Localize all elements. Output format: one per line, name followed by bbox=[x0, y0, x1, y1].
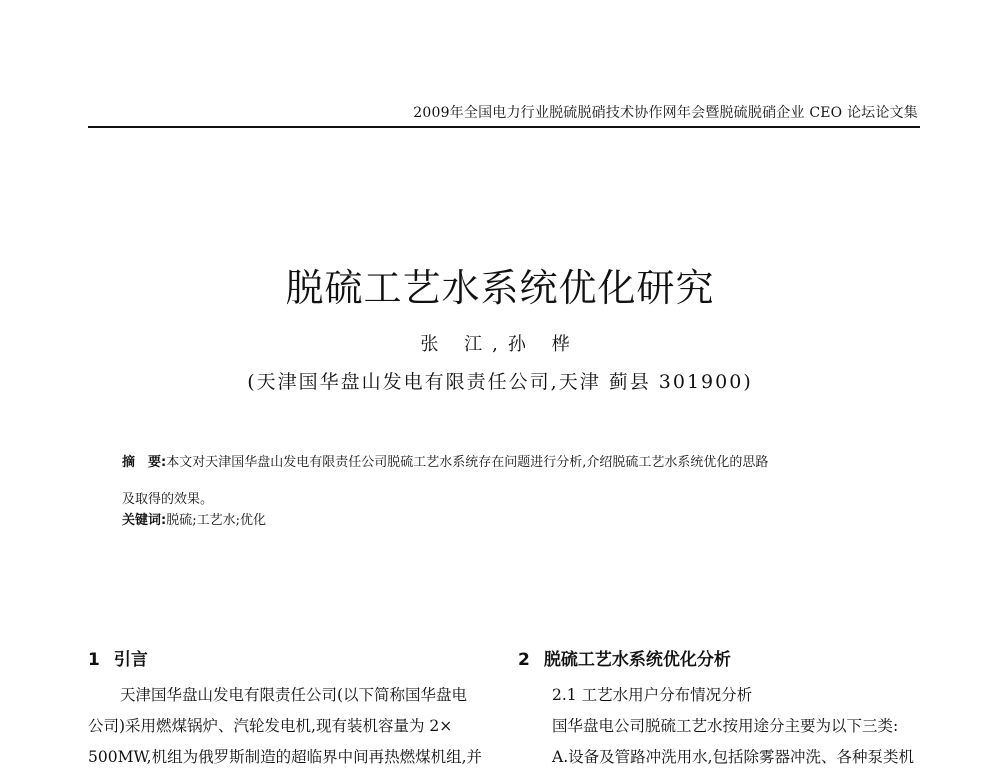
running-header: 2009年全国电力行业脱硫脱硝技术协作网年会暨脱硫脱硝企业 CEO 论坛论文集 bbox=[413, 105, 918, 121]
section-2-line: A.设备及管路冲洗用水,包括除雾器冲洗、各种泵类机 bbox=[552, 748, 915, 766]
paper-title: 脱硫工艺水系统优化研究 bbox=[285, 266, 715, 311]
section-1-title: 引言 bbox=[113, 650, 148, 670]
abstract-line-1 bbox=[122, 444, 892, 481]
abstract-line-2: 及取得的效果。 bbox=[122, 492, 214, 507]
affiliation: (天津国华盘山发电有限责任公司,天津 蓟县 301900) bbox=[247, 371, 753, 393]
section-2-title: 脱硫工艺水系统优化分析 bbox=[543, 650, 731, 670]
abstract-text-1: 本文对天津国华盘山发电有限责任公司脱硫工艺水系统存在问题进行分析,介绍脱硫工艺水系统优化的思路 bbox=[166, 455, 769, 470]
section-1-line: 天津国华盘山发电有限责任公司(以下简称国华盘电 bbox=[120, 686, 468, 704]
left-column bbox=[88, 645, 488, 773]
section-2-line: 国华盘电公司脱硫工艺水按用途分主要为以下三类: bbox=[552, 717, 899, 735]
section-1-line: 公司)采用燃煤锅炉、汽轮发电机,现有装机容量为 2× bbox=[88, 717, 453, 735]
section-1-line: 500MW,机组为俄罗斯制造的超临界中间再热燃煤机组,并 bbox=[88, 748, 483, 766]
subsection-2-1-heading: 2.1 工艺水用户分布情况分析 bbox=[552, 686, 753, 704]
section-2-number: 2 bbox=[518, 650, 530, 670]
keywords bbox=[122, 511, 266, 531]
section-1-heading bbox=[88, 645, 488, 670]
abstract bbox=[122, 444, 892, 518]
section-2-heading bbox=[518, 645, 930, 670]
header-rule bbox=[88, 126, 920, 128]
abstract-label: 摘 要: bbox=[122, 455, 167, 470]
right-column bbox=[518, 645, 930, 773]
section-1-number: 1 bbox=[88, 650, 100, 670]
keywords-label: 关键词: bbox=[122, 513, 167, 528]
keywords-text: 脱硫;工艺水;优化 bbox=[166, 513, 266, 528]
authors: 张 江,孙 桦 bbox=[420, 334, 580, 355]
